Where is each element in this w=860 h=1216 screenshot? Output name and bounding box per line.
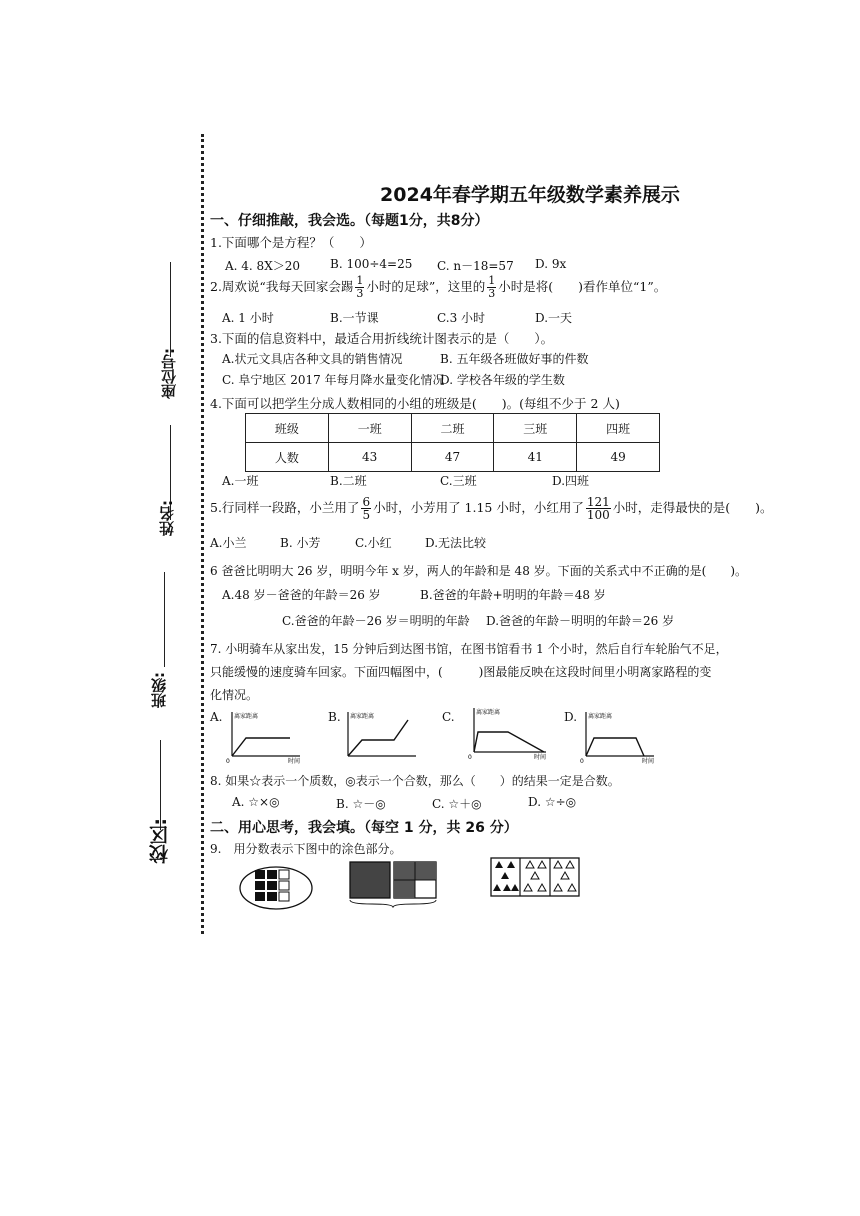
graph-c-origin: 0 [468, 754, 472, 760]
section2-heading: 二、用心思考，我会填。（每空 1 分，共 26 分） [210, 820, 518, 836]
q9-text: 9. 用分数表示下图中的涂色部分。 [210, 842, 402, 856]
table-cell: 人数 [246, 443, 329, 472]
q1-text: 1.下面哪个是方程？（ ） [210, 235, 372, 250]
q5-option-b: B. 小芳 [280, 536, 321, 550]
table-header-row [246, 414, 660, 443]
q2-text-c: 小时是将( )看作单位“1”。 [498, 279, 667, 294]
q7-text-line3: 化情况。 [210, 688, 259, 702]
q5-text-a: 5.行同样一段路，小兰用了 [210, 500, 360, 515]
graph-d-xlabel: 时间 [642, 758, 655, 764]
q6-option-c: C.爸爸的年龄－26 岁＝明明的年龄 [282, 614, 470, 628]
q5-text-b: 小时，小芳用了 1.15 小时，小红用了 [373, 500, 584, 515]
q1-option-d: D. 9x [535, 257, 567, 271]
graph-a-letter: A. [210, 710, 223, 724]
graph-c-xlabel: 时间 [534, 754, 547, 760]
q8-option-a: A. ☆×◎ [232, 795, 280, 809]
graph-c-line [474, 732, 544, 752]
table-cell: 二班 [411, 414, 494, 443]
graph-c-ylabel: 离家距离 [476, 709, 501, 716]
q2-text-b: 小时的足球”，这里的 [366, 279, 486, 294]
campus-label: 校区: [149, 818, 171, 864]
q1-option-a: A. 4. 8X＞20 [225, 259, 301, 273]
graph-d-letter: D. [564, 710, 578, 724]
class-size-table [245, 413, 660, 472]
q9-figure-ellipse [236, 860, 316, 916]
q5-option-c: C.小红 [355, 536, 392, 550]
q6-text: 6 爸爸比明明大 26 岁，明明今年 x 岁，两人的年龄和是 48 岁。下面的关系式中不正确的是( )。 [210, 564, 748, 578]
class-line [164, 572, 165, 667]
q8-option-b: B. ☆－◎ [336, 797, 386, 811]
q5-fraction-1: $\frac{6}{5}$ [362, 495, 371, 522]
q2-option-b: B.一节课 [330, 311, 379, 325]
q5-option-d: D.无法比较 [425, 536, 487, 550]
q4-option-c: C.三班 [440, 474, 477, 488]
q4-text: 4.下面可以把学生分成人数相同的小组的班级是( )。(每组不少于 2 人) [210, 396, 620, 411]
q8-option-d: D. ☆÷◎ [528, 795, 577, 809]
graph-c-letter: C. [442, 710, 455, 724]
section1-heading: 一、仔细推敲，我会选。（每题1分，共8分） [210, 213, 489, 229]
graph-b-letter: B. [328, 710, 341, 724]
campus-line [160, 740, 161, 830]
graph-c [468, 704, 552, 760]
graph-d-ylabel: 离家距离 [588, 713, 613, 720]
q4-option-b: B.二班 [330, 474, 367, 488]
graph-b-ylabel: 离家距离 [350, 713, 375, 720]
q7-text-line1: 7. 小明骑车从家出发，15 分钟后到达图书馆，在图书馆看书 1 个小时，然后自行车轮胎气不足， [210, 642, 728, 656]
q5-option-a: A.小兰 [210, 536, 247, 550]
q3-option-b: B. 五年级各班做好事的件数 [440, 352, 589, 366]
graph-b-line [348, 720, 408, 756]
graph-d [580, 708, 660, 764]
q6-option-a: A.48 岁－爸爸的年龄＝26 岁 [222, 588, 381, 602]
q2-text [210, 275, 666, 300]
graph-d-origin: 0 [580, 758, 584, 764]
table-cell: 一班 [328, 414, 411, 443]
q3-option-c: C. 阜宁地区 2017 年每月降水量变化情况 [222, 373, 445, 387]
table-cell: 四班 [577, 414, 660, 443]
q9-figure-triangles [490, 857, 582, 899]
q5-text [210, 496, 773, 521]
q2-option-c: C.3 小时 [437, 311, 486, 325]
table-row [246, 443, 660, 472]
q3-option-a: A.状元文具店各种文具的销售情况 [222, 352, 403, 366]
q2-option-a: A. 1 小时 [222, 311, 274, 325]
table-cell: 三班 [494, 414, 577, 443]
q4-option-a: A.一班 [222, 474, 259, 488]
exam-title: 2024年春学期五年级数学素养展示 [380, 184, 680, 206]
table-cell: 41 [494, 443, 577, 472]
graph-d-line [586, 738, 644, 756]
table-cell: 49 [577, 443, 660, 472]
q9-figure-rectangles [348, 858, 442, 908]
graph-a-ylabel: 离家距离 [234, 713, 259, 720]
q2-fraction-1: $\frac{1}{3}$ [356, 274, 364, 300]
table-cell: 43 [328, 443, 411, 472]
q1-option-b: B. 100÷4=25 [330, 257, 413, 271]
graph-a-origin: 0 [226, 758, 230, 764]
q6-option-b: B.爸爸的年龄+明明的年龄＝48 岁 [420, 588, 606, 602]
table-cell: 班级 [246, 414, 329, 443]
q2-option-d: D.一天 [535, 311, 573, 325]
graph-a-xlabel: 时间 [288, 758, 301, 764]
seat-line [170, 262, 171, 357]
q2-fraction-2: $\frac{1}{3}$ [488, 274, 496, 300]
binding-dotted-line [201, 134, 204, 934]
graph-a-line [232, 738, 290, 756]
class-label: 班级: [150, 672, 168, 708]
name-label: 姓名: [158, 500, 176, 536]
graph-a [226, 708, 306, 764]
q3-option-d: D. 学校各年级的学生数 [440, 373, 565, 387]
q1-option-c: C. n－18=57 [437, 259, 514, 273]
q3-text: 3.下面的信息资料中，最适合用折线统计图表示的是（ ）。 [210, 331, 554, 346]
graph-b [342, 708, 422, 764]
table-cell: 47 [411, 443, 494, 472]
q5-text-c: 小时，走得最快的是( )。 [612, 500, 773, 515]
q8-option-c: C. ☆＋◎ [432, 797, 482, 811]
q2-text-a: 2.周欢说“我每天回家会踢 [210, 279, 354, 294]
q8-text: 8. 如果☆表示一个质数，◎表示一个合数，那么（ ）的结果一定是合数。 [210, 774, 620, 788]
q6-option-d: D.爸爸的年龄－明明的年龄＝26 岁 [486, 614, 675, 628]
q5-fraction-2: $\frac{121}{100}$ [586, 495, 610, 522]
q7-text-line2: 只能缓慢的速度骑车回家。下面四幅图中，( )图最能反映在这段时间里小明离家路程的变 [210, 665, 712, 679]
seat-label: 座位号: [160, 348, 178, 399]
q4-option-d: D.四班 [552, 474, 590, 488]
